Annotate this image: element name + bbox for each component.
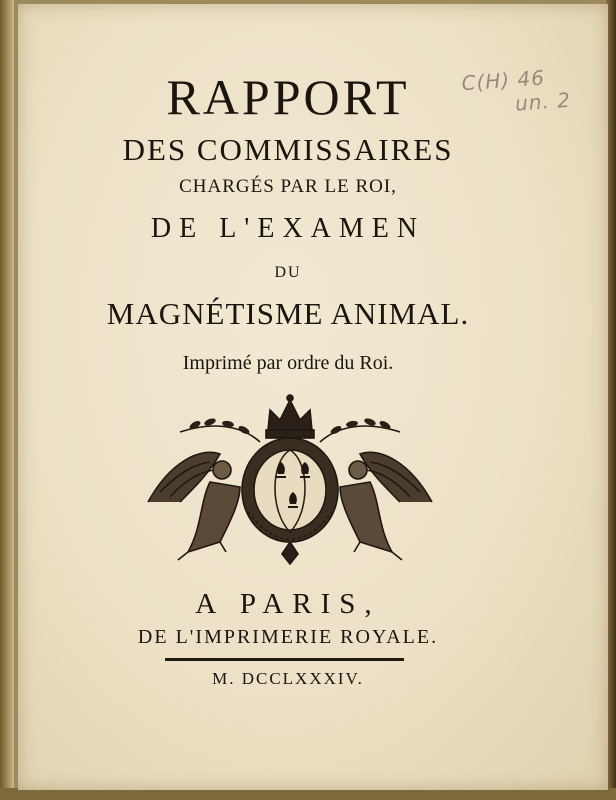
pencil-line-2: un. 2 xyxy=(514,87,572,116)
place-a-paris: A PARIS, xyxy=(195,588,381,620)
title-des-commissaires: DES COMMISSAIRES xyxy=(122,132,454,167)
imprint-note: Imprimé par ordre du Roi. xyxy=(182,352,394,374)
binding-left-edge xyxy=(0,0,14,800)
pencil-shelfmark xyxy=(461,61,616,141)
title-de-l-examen: DE L'EXAMEN xyxy=(150,213,426,244)
royal-arms-icon xyxy=(140,392,440,577)
printer-imprimerie-royale: DE L'IMPRIMERIE ROYALE. xyxy=(137,626,439,648)
title-charges-par-le-roi: CHARGÉS PAR LE ROI, xyxy=(179,176,397,197)
title-page xyxy=(18,4,608,790)
year-roman: M. DCCLXXXIV. xyxy=(212,669,364,688)
pencil-line-1: C(H) 46 xyxy=(460,65,546,96)
title-rapport: RAPPORT xyxy=(166,69,410,125)
title-du: DU xyxy=(274,264,302,281)
imprint-rule xyxy=(165,658,404,661)
title-magnetisme-animal: MAGNÉTISME ANIMAL. xyxy=(106,296,470,331)
